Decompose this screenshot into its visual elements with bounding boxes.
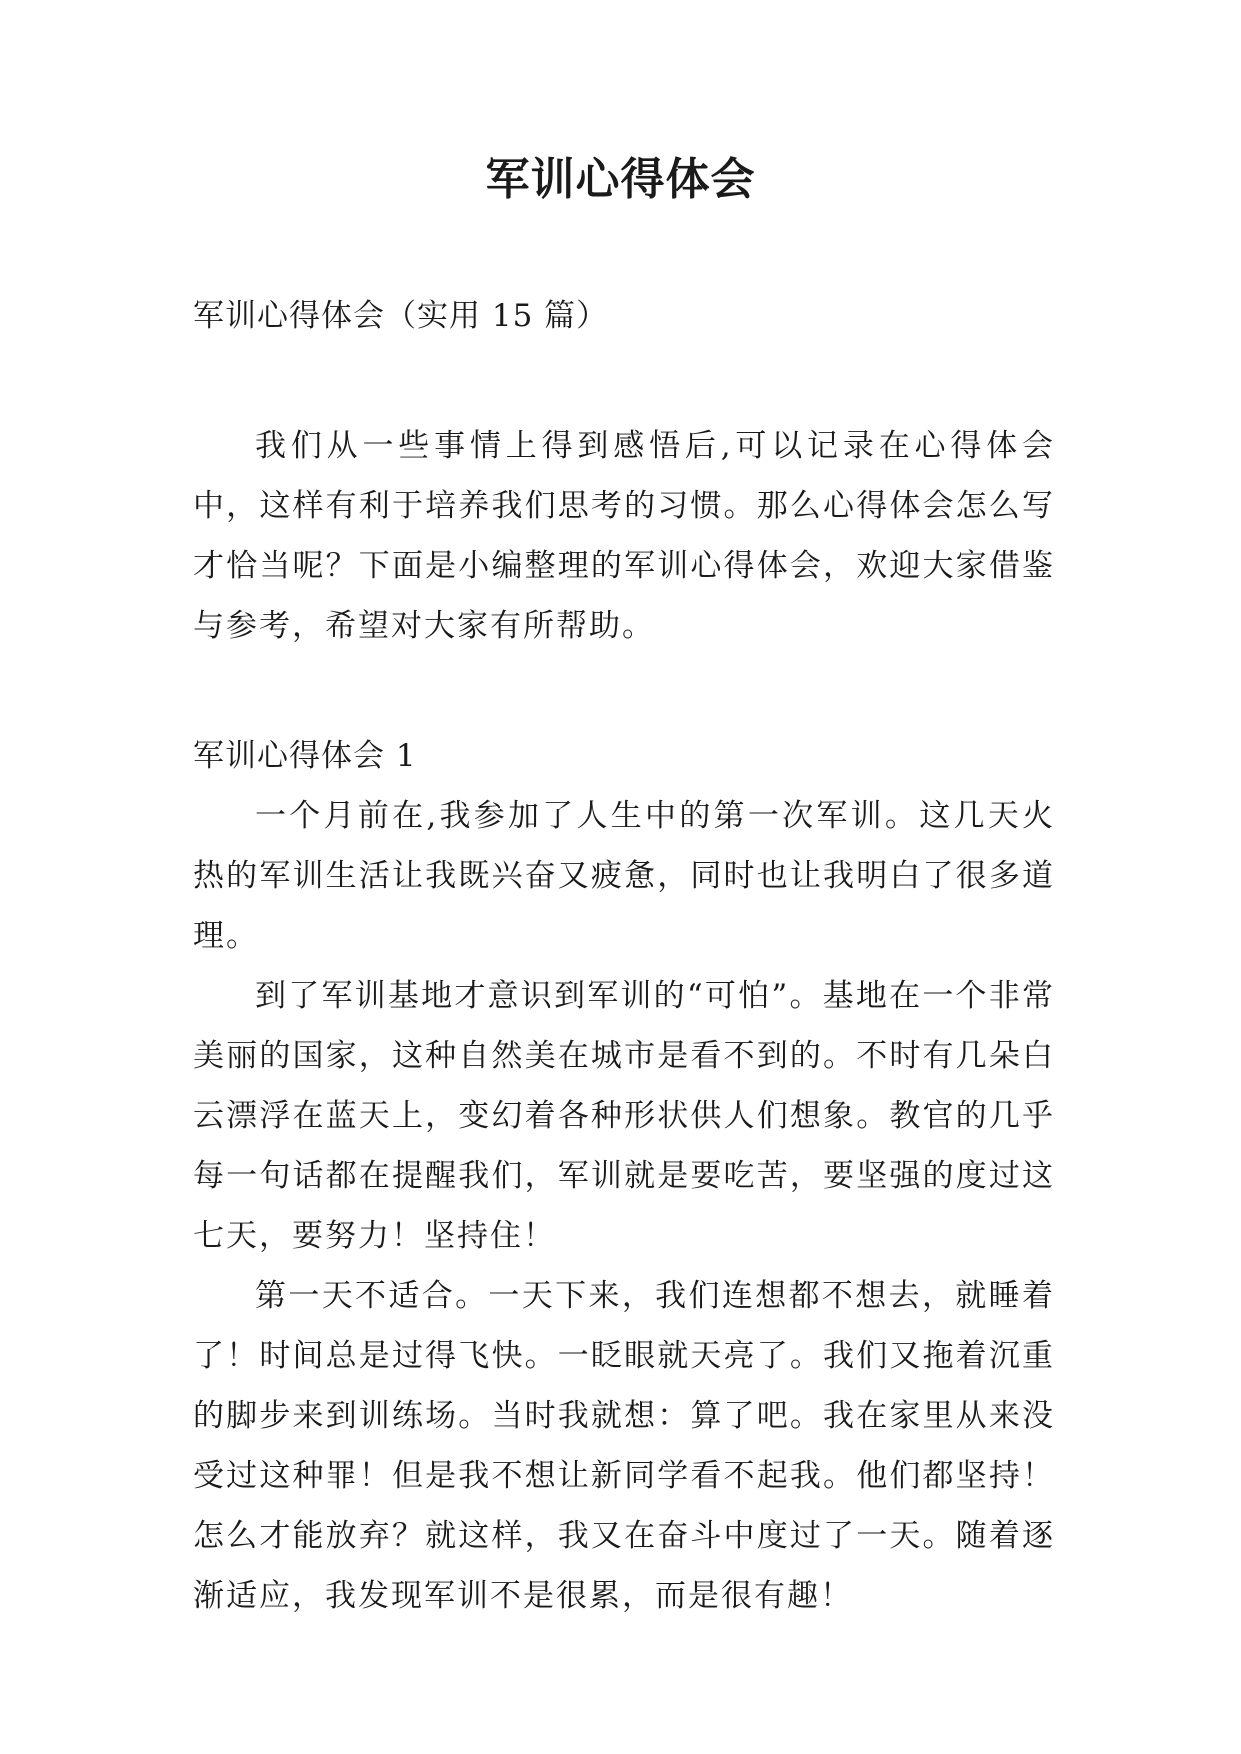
spacer: [193, 346, 1055, 416]
body-paragraph: 到了军训基地才意识到军训的“可怕”。基地在一个非常美丽的国家，这种自然美在城市是看不到的。不时有几朵白云漂浮在蓝天上，变幻着各种形状供人们想象。教官的几乎每一句话都在提醒我们，军训就是要吃苦，要坚强的度过这七天，要努力！坚持住！: [193, 978, 1055, 1254]
intro-paragraph: 我们从一些事情上得到感悟后,可以记录在心得体会中，这样有利于培养我们思考的习惯。那么心得体会怎么写才恰当呢？下面是小编整理的军训心得体会，欢迎大家借鉴与参考，希望对大家有所帮助。: [193, 428, 1055, 644]
document-subtitle: 军训心得体会（实用 15 篇）: [193, 298, 609, 334]
body-paragraph: 第一天不适合。一天下来，我们连想都不想去，就睡着了！时间总是过得飞快。一眨眼就天亮了。我们又拖着沉重的脚步来到训练场。当时我就想：算了吧。我在家里从来没受过这种罪！但是我不想让新同学看不起我。他们都坚持！怎么才能放弃？就这样，我又在奋斗中度过了一天。随着逐渐适应，我发现军训不是很累，而是很有趣！: [193, 1278, 1055, 1614]
page-title: 军训心得体会: [485, 154, 756, 205]
section-heading: 军训心得体会 1: [193, 738, 417, 774]
body-paragraph: 一个月前在,我参加了人生中的第一次军训。这几天火热的军训生活让我既兴奋又疲惫，同时也让我明白了很多道理。: [193, 798, 1055, 954]
document-body: [193, 286, 1055, 1626]
spacer: [193, 656, 1055, 726]
